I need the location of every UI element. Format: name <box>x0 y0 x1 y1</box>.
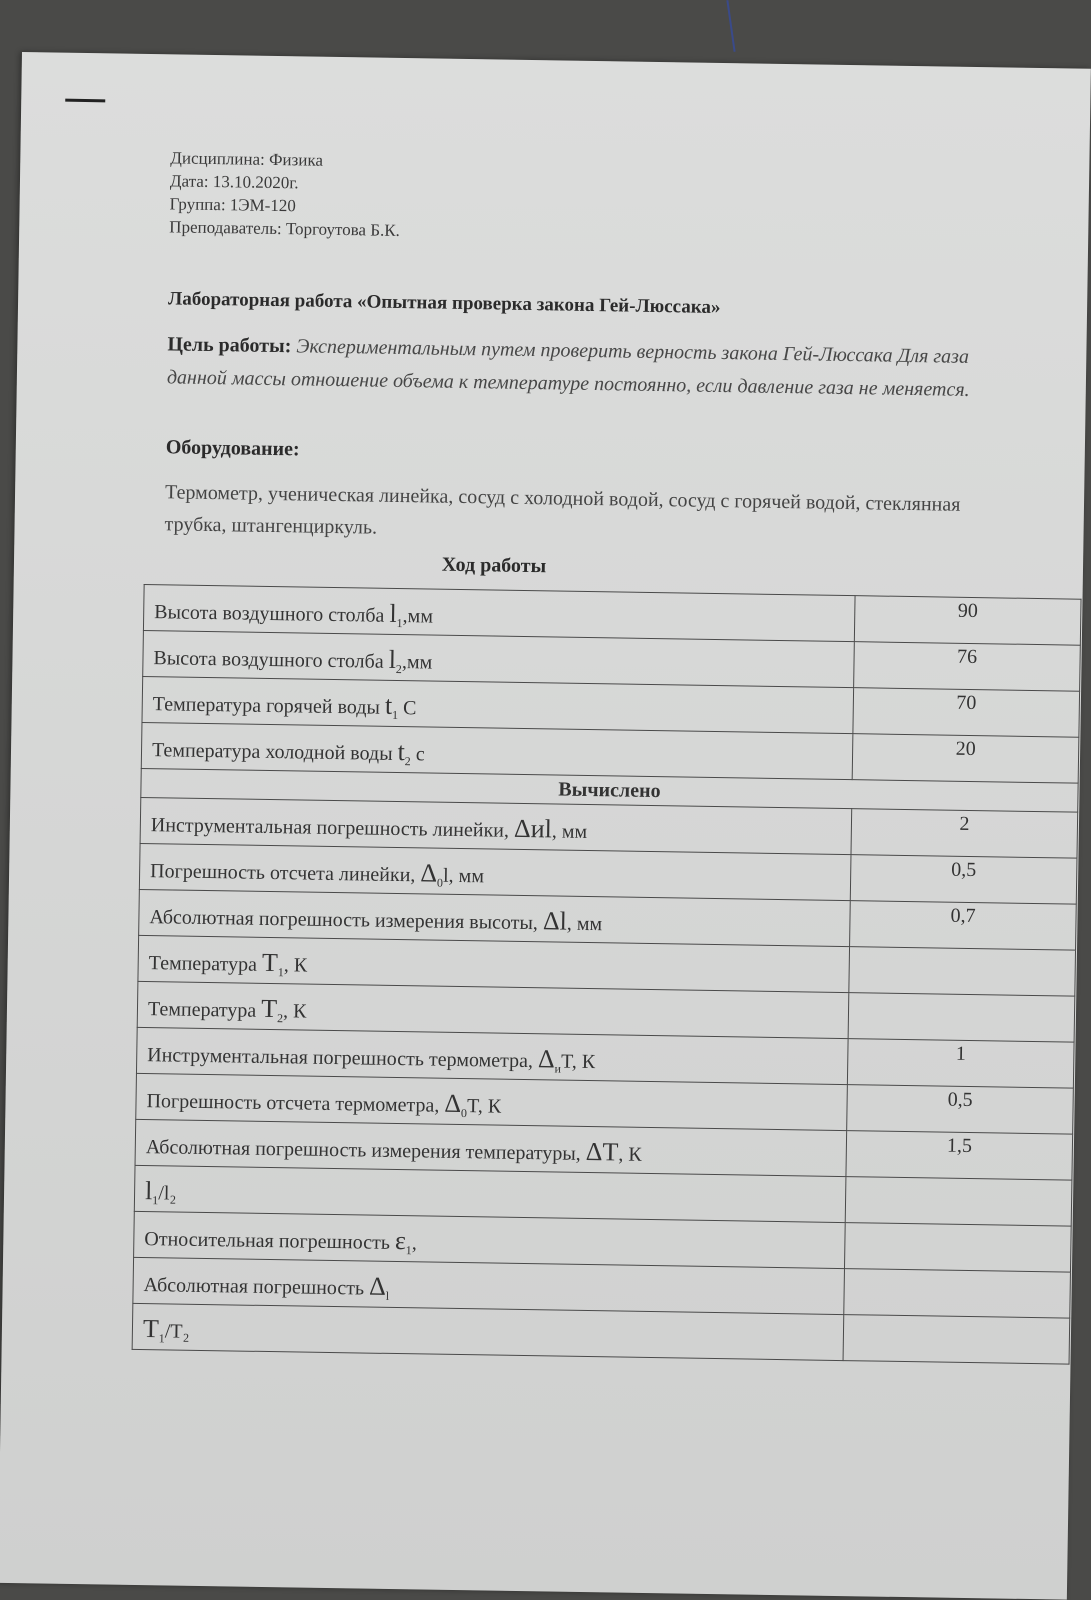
row-symbol: ε <box>395 1226 406 1255</box>
row-text: Погрешность отсчета термометра, <box>146 1090 444 1117</box>
row-value <box>849 947 1076 997</box>
row-unit: с <box>411 743 425 765</box>
row-unit: , мм <box>552 820 588 843</box>
row-value <box>844 1223 1071 1273</box>
row-unit: , К <box>283 1000 307 1022</box>
row-value: 0,5 <box>847 1085 1074 1135</box>
row-subscript: 0 <box>437 876 443 890</box>
row-text: Инструментальная погрешность термометра, <box>147 1044 538 1072</box>
equipment-text: Термометр, ученическая линейка, сосуд с холодной водой, сосуд с горячей водой, стеклянная трубка, штангенциркуль. <box>164 476 985 553</box>
row-subscript: 0 <box>461 1106 467 1120</box>
document-header <box>169 146 401 242</box>
teacher-line: Преподаватель: Торгоутова Б.К. <box>169 215 400 242</box>
row-unit: , <box>412 1232 417 1254</box>
row-subscript: l <box>386 1289 390 1303</box>
row-text: Температура горячей воды <box>153 693 385 719</box>
row-symbol: ΔT <box>586 1137 619 1167</box>
row-unit: l, мм <box>443 865 484 888</box>
row-symbol: l <box>388 645 396 674</box>
row-text: Температура <box>149 952 263 976</box>
row-unit: T, К <box>561 1051 595 1074</box>
row-unit: , мм <box>567 913 603 936</box>
row-subscript: 1 <box>396 616 402 630</box>
row-subscript: 2 <box>405 754 411 768</box>
row-subscript: 1 <box>278 965 284 979</box>
row-text: Абсолютная погрешность измерения температуры, <box>146 1136 586 1165</box>
row-subscript: 1 <box>406 1243 412 1257</box>
document-sheet <box>0 52 1091 1600</box>
corner-pen-mark <box>65 99 105 103</box>
row-unit: , К <box>618 1144 642 1166</box>
row-symbol: t <box>385 691 393 720</box>
row-subscript: 2 <box>396 662 402 676</box>
computed-heading: Вычислено <box>141 768 1078 812</box>
row-text: Погрешность отсчета линейки, <box>150 860 421 886</box>
equipment-heading: Оборудование: <box>166 436 300 461</box>
document-title: Лабораторная работа «Опытная проверка закона Гей-Люссака» <box>168 288 721 319</box>
row-value: 2 <box>851 809 1078 859</box>
row-text: Относительная погрешность <box>144 1228 395 1254</box>
row-value: 90 <box>854 596 1081 646</box>
progress-heading: Ход работы <box>14 547 974 585</box>
row-value: 0,7 <box>850 901 1077 951</box>
goal-paragraph <box>167 328 1018 407</box>
row-text: Температура <box>148 998 262 1022</box>
row-symbol: Δ <box>538 1044 555 1073</box>
row-unit: T, К <box>467 1095 501 1118</box>
row-subscript: 1 <box>392 708 398 722</box>
row-text: Высота воздушного столба <box>153 647 389 673</box>
row-unit: С <box>398 697 417 719</box>
row-value <box>848 993 1075 1043</box>
row-text: Абсолютная погрешность <box>143 1274 369 1300</box>
row-value: 20 <box>852 734 1079 784</box>
row-value: 0,5 <box>850 855 1077 905</box>
discipline-line: Дисциплина: Физика <box>170 146 401 173</box>
row-symbol: t <box>397 737 405 766</box>
row-text: Температура холодной воды <box>152 739 398 765</box>
row-value: 1 <box>847 1039 1074 1089</box>
goal-text: Экспериментальным путем проверить верность закона Гей-Люссака Для газа данной массы отношение объема к температуре постоянно, если давление газа не меняется. <box>167 335 970 401</box>
row-text: Абсолютная погрешность измерения высоты, <box>149 906 543 934</box>
row-text: Высота воздушного столба <box>154 601 390 627</box>
row-subscript: 1 <box>159 1331 165 1345</box>
group-line: Группа: 1ЭМ-120 <box>169 192 400 219</box>
row-value: 1,5 <box>846 1131 1073 1181</box>
row-subscript: 1 <box>152 1193 158 1207</box>
date-line: Дата: 13.10.2020г. <box>170 169 401 196</box>
row-symbol: T <box>261 994 277 1023</box>
row-symbol: T <box>262 948 278 977</box>
row-subscript: и <box>554 1061 561 1075</box>
row-unit: /T₂ <box>165 1320 190 1342</box>
pen-mark <box>726 0 735 52</box>
row-symbol: Δ <box>369 1272 386 1301</box>
row-value <box>843 1315 1070 1365</box>
row-subscript: 2 <box>277 1011 283 1025</box>
row-unit: , К <box>284 954 308 976</box>
row-symbol: Δ <box>420 858 437 887</box>
row-symbol: l <box>389 599 397 628</box>
row-symbol: Δиl <box>514 814 552 844</box>
row-label <box>132 1303 844 1360</box>
row-value <box>845 1177 1072 1227</box>
row-unit: /l₂ <box>158 1182 176 1204</box>
row-text: Инструментальная погрешность линейки, <box>151 814 514 842</box>
row-symbol: T <box>143 1314 159 1343</box>
row-symbol: Δ <box>444 1089 461 1118</box>
measurements-table <box>132 584 1082 1365</box>
row-unit: ,мм <box>402 605 433 627</box>
row-symbol: Δl <box>543 906 567 935</box>
goal-label: Цель работы: <box>167 333 291 357</box>
row-symbol: l <box>145 1176 153 1205</box>
row-value <box>844 1269 1071 1319</box>
row-unit: ,мм <box>402 651 433 673</box>
row-value: 70 <box>853 688 1080 738</box>
row-value: 76 <box>854 642 1081 692</box>
